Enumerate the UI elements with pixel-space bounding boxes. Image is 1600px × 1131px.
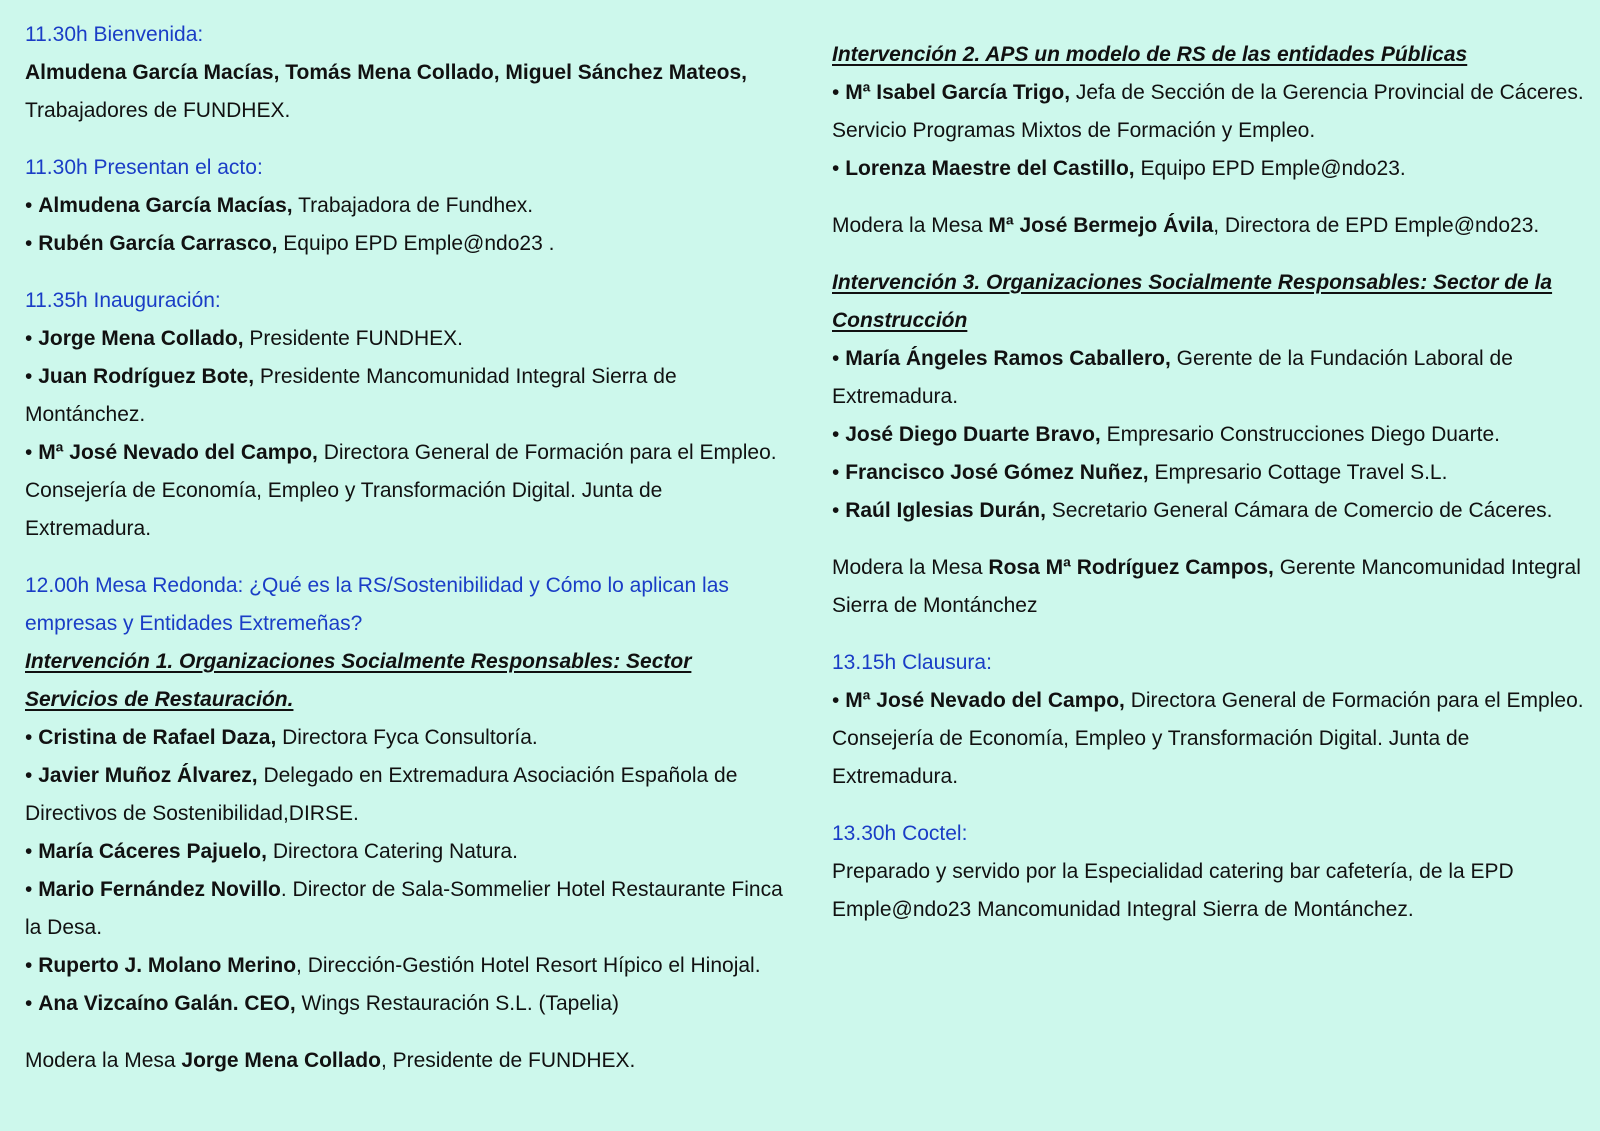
speaker-name: Jorge Mena Collado, [38, 327, 244, 350]
moderator-role: , Presidente de FUNDHEX. [380, 1049, 636, 1072]
speaker-name: Ruperto J. Molano Merino [38, 954, 297, 977]
welcome-names: Almudena García Macías, Tomás Mena Collado, Miguel Sánchez Mateos, [25, 61, 747, 84]
welcome-text [25, 54, 785, 130]
speaker-name: Ana Vizcaíno Galán. CEO, [38, 992, 296, 1015]
speaker-name: Lorenza Maestre del Castillo, [845, 157, 1135, 180]
left-column [25, 16, 785, 1080]
intervention-2-heading: Intervención 2. APS un modelo de RS de las entidades Públicas [832, 43, 1468, 66]
moderator-3 [832, 549, 1588, 625]
speaker-role: Wings Restauración S.L. (Tapelia) [295, 992, 620, 1015]
speaker-name: José Diego Duarte Bravo, [845, 423, 1101, 446]
list-item: • Lorenza Maestre del Castillo, Equipo EPD Emple@ndo23. [832, 157, 1406, 180]
speaker-role: Directora Catering Natura. [266, 840, 518, 863]
list-item: • María Ángeles Ramos Caballero, Gerente de la Fundación Laboral de Extremadura. [832, 347, 1513, 408]
speaker-name: Rubén García Carrasco, [38, 232, 278, 255]
list-item: • Mª José Nevado del Campo, Directora General de Formación para el Empleo. Consejería de Economía, Empleo y Transformación Digital. Junta de Extremadura. [25, 441, 777, 540]
moderator-text [832, 207, 1588, 245]
speaker-role: Secretario General Cámara de Comercio de Cáceres. [1045, 499, 1553, 522]
list-item: • Javier Muñoz Álvarez, Delegado en Extremadura Asociación Española de Directivos de Sostenibilidad,DIRSE. [25, 764, 738, 825]
moderator-name: Mª José Bermejo Ávila [988, 214, 1214, 237]
speaker-name: María Cáceres Pajuelo, [38, 840, 267, 863]
speaker-role: Directora Fyca Consultoría. [276, 726, 538, 749]
speaker-role: Gerente de la Fundación Laboral de Extremadura. [832, 347, 1513, 408]
list-item: • Mª Isabel García Trigo, Jefa de Sección de la Gerencia Provincial de Cáceres. Servicio Programas Mixtos de Formación y Empleo. [832, 81, 1584, 142]
speaker-name: Francisco José Gómez Nuñez, [845, 461, 1149, 484]
speaker-role: Empresario Cottage Travel S.L. [1148, 461, 1448, 484]
list-item: • Cristina de Rafael Daza, Directora Fyca Consultoría. [25, 726, 538, 749]
list-item: • Mª José Nevado del Campo, Directora General de Formación para el Empleo. Consejería de Economía, Empleo y Transformación Digital. Junta de Extremadura. [832, 689, 1584, 788]
right-column [832, 16, 1588, 929]
list-item: • Ruperto J. Molano Merino, Dirección-Gestión Hotel Resort Hípico el Hinojal. [25, 954, 761, 977]
closing-heading: 13.15h Clausura: [832, 651, 992, 674]
round-table-heading: 12.00h Mesa Redonda: ¿Qué es la RS/Sostenibilidad y Cómo lo aplican las empresas y Entidades Extremeñas? [25, 574, 729, 635]
welcome-heading: 11.30h Bienvenida: [25, 23, 204, 46]
speaker-role: Directora General de Formación para el Empleo. Consejería de Economía, Empleo y Transformación Digital. Junta de Extremadura. [832, 689, 1584, 788]
speaker-role: . Director de Sala-Sommelier Hotel Restaurante Finca la Desa. [25, 878, 783, 939]
present-section [25, 149, 785, 263]
list-item: • Raúl Iglesias Durán, Secretario General Cámara de Comercio de Cáceres. [832, 499, 1553, 522]
speaker-role: , Dirección-Gestión Hotel Resort Hípico el Hinojal. [296, 954, 761, 977]
list-item: • Rubén García Carrasco, Equipo EPD Emple@ndo23 . [25, 232, 555, 255]
speaker-name: Javier Muñoz Álvarez, [38, 764, 258, 787]
intervention-2-section [832, 36, 1588, 188]
present-heading: 11.30h Presentan el acto: [25, 156, 263, 179]
cocktail-text: Preparado y servido por la Especialidad catering bar cafetería, de la EPD Emple@ndo23 Mancomunidad Integral Sierra de Montánchez. [832, 860, 1514, 921]
cocktail-heading: 13.30h Coctel: [832, 822, 968, 845]
list-item: • Almudena García Macías, Trabajadora de Fundhex. [25, 194, 534, 217]
speaker-role: Empresario Construcciones Diego Duarte. [1100, 423, 1500, 446]
list-item: • Ana Vizcaíno Galán. CEO, Wings Restauración S.L. (Tapelia) [25, 992, 620, 1015]
list-item: • Mario Fernández Novillo. Director de Sala-Sommelier Hotel Restaurante Finca la Desa. [25, 878, 783, 939]
moderator-prefix: Modera la Mesa [25, 1049, 182, 1072]
speaker-name: Cristina de Rafael Daza, [38, 726, 277, 749]
intervention-3-heading: Intervención 3. Organizaciones Socialmente Responsables: Sector de la Construcción [832, 271, 1553, 332]
list-item: • Francisco José Gómez Nuñez, Empresario Cottage Travel S.L. [832, 461, 1448, 484]
moderator-name: Rosa Mª Rodríguez Campos, [988, 556, 1274, 579]
speaker-name: Mª Isabel García Trigo, [845, 81, 1071, 104]
closing-section [832, 644, 1588, 796]
speaker-name: Almudena García Macías, [38, 194, 293, 217]
moderator-text [832, 549, 1588, 625]
round-table-section [25, 567, 785, 1023]
speaker-role: Delegado en Extremadura Asociación Española de Directivos de Sostenibilidad,DIRSE. [25, 764, 738, 825]
moderator-prefix: Modera la Mesa [832, 556, 989, 579]
moderator-2 [832, 207, 1588, 245]
moderator-role: , Directora de EPD Emple@ndo23. [1213, 214, 1540, 237]
speaker-name: Mª José Nevado del Campo, [845, 689, 1125, 712]
speaker-name: Raúl Iglesias Durán, [845, 499, 1046, 522]
list-item: • Juan Rodríguez Bote, Presidente Mancomunidad Integral Sierra de Montánchez. [25, 365, 677, 426]
speaker-role: Trabajadora de Fundhex. [292, 194, 534, 217]
moderator-role: Gerente Mancomunidad Integral Sierra de Montánchez [832, 556, 1581, 617]
inauguration-heading: 11.35h Inauguración: [25, 289, 221, 312]
moderator-1 [25, 1042, 785, 1080]
speaker-role: Equipo EPD Emple@ndo23. [1134, 157, 1406, 180]
speaker-role: Jefa de Sección de la Gerencia Provincial de Cáceres. Servicio Programas Mixtos de Formación y Empleo. [832, 81, 1584, 142]
moderator-text [25, 1042, 785, 1080]
speaker-role: Presidente FUNDHEX. [243, 327, 463, 350]
speaker-role: Equipo EPD Emple@ndo23 . [277, 232, 555, 255]
welcome-section [25, 16, 785, 130]
cocktail-section [832, 815, 1588, 929]
intervention-3-section [832, 264, 1588, 530]
speaker-name: María Ángeles Ramos Caballero, [845, 347, 1171, 370]
intervention-1-heading: Intervención 1. Organizaciones Socialmente Responsables: Sector Servicios de Restauración. [25, 650, 692, 711]
moderator-prefix: Modera la Mesa [832, 214, 989, 237]
welcome-role: Trabajadores de FUNDHEX. [25, 99, 291, 122]
list-item: • María Cáceres Pajuelo, Directora Catering Natura. [25, 840, 518, 863]
speaker-role: Directora General de Formación para el Empleo. Consejería de Economía, Empleo y Transformación Digital. Junta de Extremadura. [25, 441, 777, 540]
speaker-name: Mario Fernández Novillo [38, 878, 281, 901]
speaker-role: Presidente Mancomunidad Integral Sierra de Montánchez. [25, 365, 677, 426]
speaker-name: Juan Rodríguez Bote, [38, 365, 255, 388]
speaker-name: Mª José Nevado del Campo, [38, 441, 318, 464]
inauguration-section [25, 282, 785, 548]
list-item: • Jorge Mena Collado, Presidente FUNDHEX. [25, 327, 463, 350]
list-item: • José Diego Duarte Bravo, Empresario Construcciones Diego Duarte. [832, 423, 1500, 446]
moderator-name: Jorge Mena Collado [181, 1049, 381, 1072]
